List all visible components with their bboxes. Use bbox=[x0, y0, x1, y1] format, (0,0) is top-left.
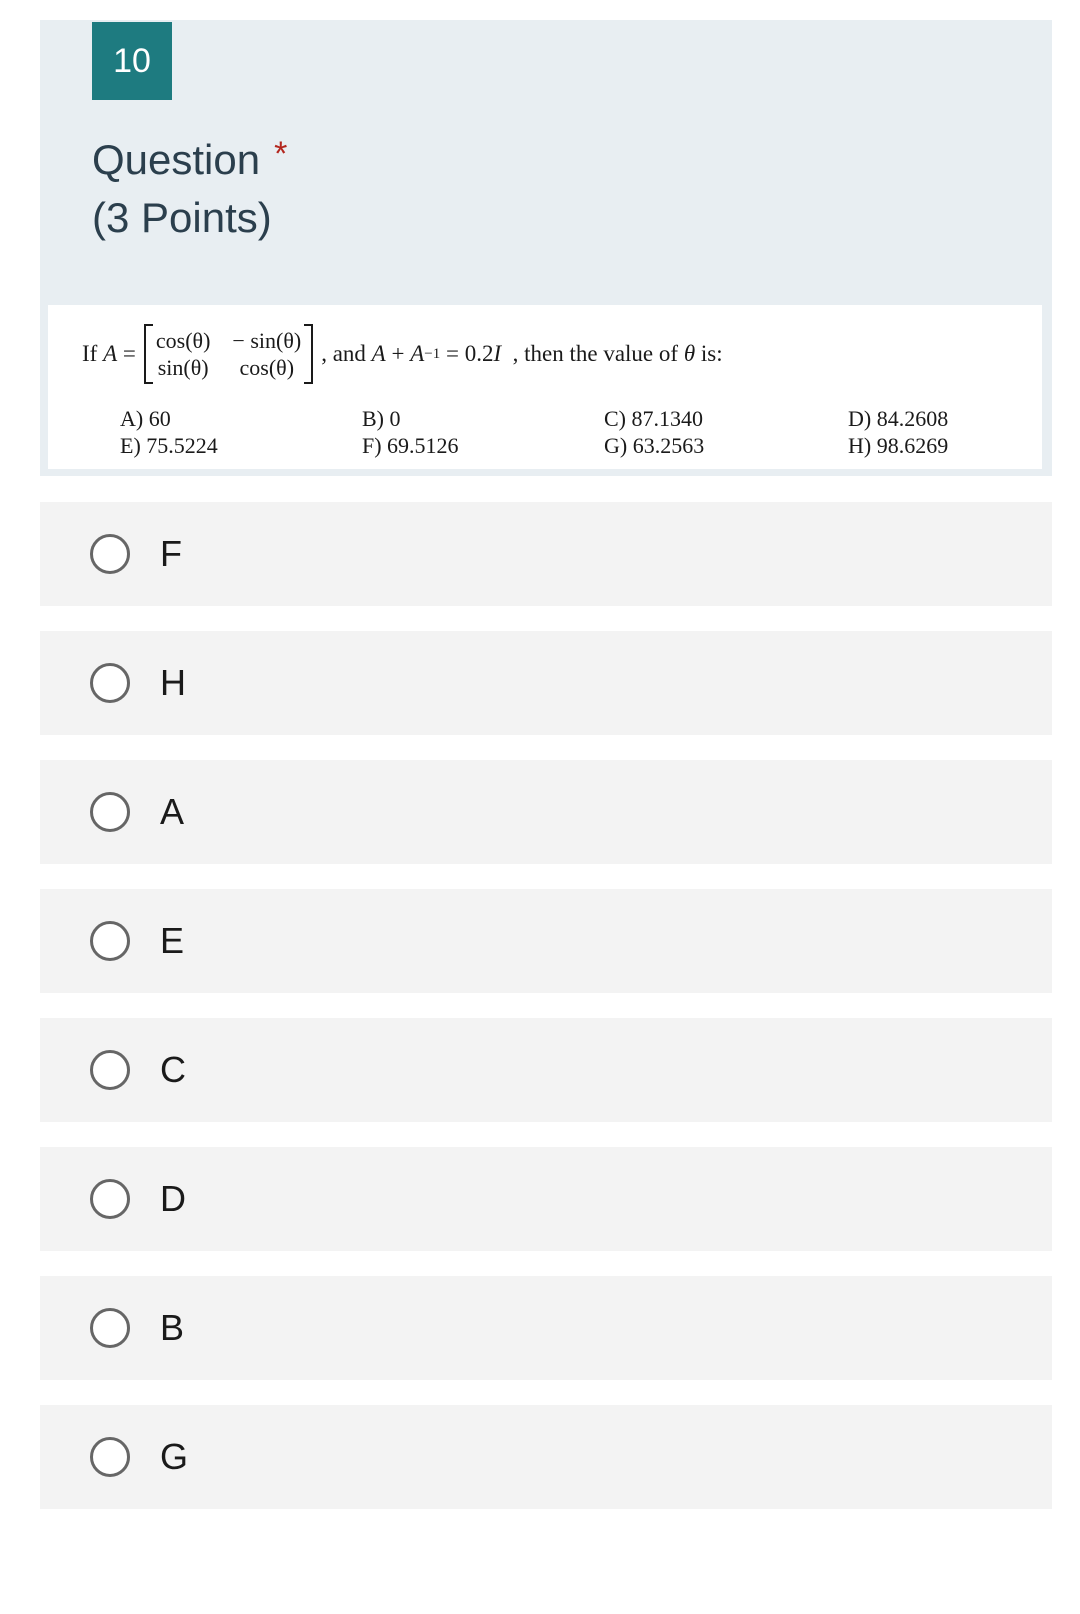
matrix-cell: cos(θ) bbox=[155, 328, 211, 353]
question-statement-image bbox=[48, 305, 1042, 469]
stmt-var-a: A bbox=[103, 341, 118, 366]
stmt-expr-a: A bbox=[371, 341, 386, 366]
stmt-is: is: bbox=[700, 341, 723, 366]
stmt-rhs: = 0.2 bbox=[445, 341, 494, 366]
option-label: F bbox=[160, 533, 182, 574]
option-label: E bbox=[160, 920, 185, 961]
question-number-badge: 10 bbox=[92, 22, 172, 100]
choice-a: A) 60 bbox=[120, 406, 171, 431]
matrix-cell: − sin(θ) bbox=[232, 328, 302, 353]
question-points: (3 Points) bbox=[92, 194, 272, 241]
stmt-rhs-i: I bbox=[493, 341, 502, 366]
choice-column bbox=[362, 405, 459, 459]
option-row-c[interactable] bbox=[40, 1018, 1052, 1122]
matrix-cell: sin(θ) bbox=[157, 355, 209, 380]
radio-button[interactable] bbox=[90, 534, 130, 574]
radio-button[interactable] bbox=[90, 792, 130, 832]
option-label: G bbox=[160, 1436, 189, 1477]
stmt-equals: = bbox=[122, 341, 136, 366]
matrix-right-bracket bbox=[304, 324, 313, 384]
radio-button[interactable] bbox=[90, 1308, 130, 1348]
stmt-and: , and bbox=[321, 341, 366, 366]
option-row-b[interactable] bbox=[40, 1276, 1052, 1380]
question-statement bbox=[82, 319, 723, 389]
stmt-tail: , then the value of bbox=[512, 341, 679, 366]
stmt-expr-ainv: A bbox=[410, 341, 425, 366]
matrix-left-bracket bbox=[144, 324, 153, 384]
choice-h: H) 98.6269 bbox=[848, 433, 949, 458]
option-row-a[interactable] bbox=[40, 760, 1052, 864]
question-title bbox=[92, 132, 287, 188]
matrix-a bbox=[144, 324, 313, 384]
choice-c: C) 87.1340 bbox=[604, 406, 703, 431]
radio-button[interactable] bbox=[90, 1050, 130, 1090]
stmt-inverse-sup: −1 bbox=[424, 345, 441, 362]
option-label: D bbox=[160, 1178, 186, 1219]
stmt-plus: + bbox=[391, 341, 405, 366]
option-label: C bbox=[160, 1049, 186, 1090]
choice-g: G) 63.2563 bbox=[604, 433, 705, 458]
choice-column bbox=[848, 405, 948, 459]
radio-button[interactable] bbox=[90, 921, 130, 961]
choice-d: D) 84.2608 bbox=[848, 406, 949, 431]
option-label: H bbox=[160, 662, 186, 703]
choice-column bbox=[120, 405, 218, 459]
option-row-d[interactable] bbox=[40, 1147, 1052, 1251]
radio-button[interactable] bbox=[90, 1437, 130, 1477]
radio-button[interactable] bbox=[90, 663, 130, 703]
matrix-grid bbox=[153, 327, 304, 381]
question-card bbox=[40, 20, 1052, 476]
matrix-cell: cos(θ) bbox=[239, 355, 295, 380]
option-row-g[interactable] bbox=[40, 1405, 1052, 1509]
option-label: B bbox=[160, 1307, 185, 1348]
choice-b: B) 0 bbox=[362, 406, 401, 431]
option-row-e[interactable] bbox=[40, 889, 1052, 993]
radio-button[interactable] bbox=[90, 1179, 130, 1219]
choice-f: F) 69.5126 bbox=[362, 433, 459, 458]
required-marker: * bbox=[274, 135, 288, 173]
option-row-h[interactable] bbox=[40, 631, 1052, 735]
choice-e: E) 75.5224 bbox=[120, 433, 218, 458]
option-row-f[interactable] bbox=[40, 502, 1052, 606]
stmt-prefix: If bbox=[82, 341, 98, 366]
question-title-text: Question bbox=[92, 136, 261, 183]
option-label: A bbox=[160, 791, 185, 832]
stmt-theta: θ bbox=[683, 341, 696, 366]
choice-column bbox=[604, 405, 704, 459]
